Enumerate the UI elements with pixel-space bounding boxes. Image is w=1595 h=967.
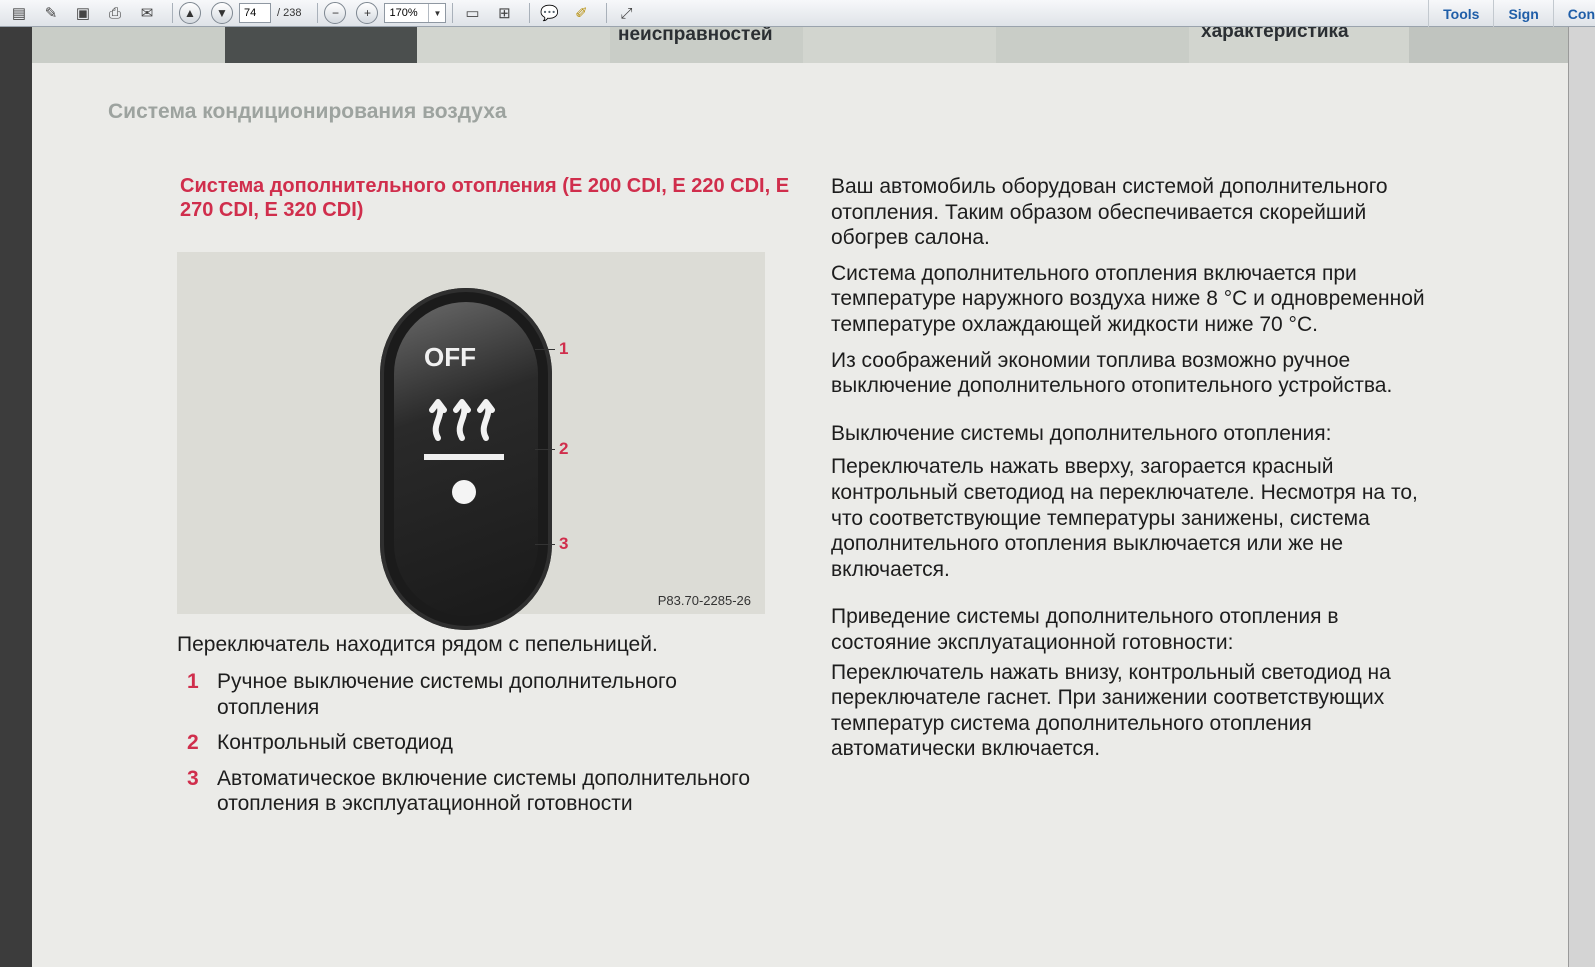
callout-1: 1 <box>559 339 569 358</box>
expand-icon[interactable]: ⤢ <box>620 4 633 22</box>
callout-3: 3 <box>559 534 569 553</box>
comment-icon[interactable]: 💬 <box>540 5 559 22</box>
tab-section-1 <box>32 27 225 63</box>
toolbar-divider <box>317 3 318 23</box>
tab-label: характеристика <box>1201 27 1349 42</box>
toolbar-divider <box>529 3 530 23</box>
tab-section-4 <box>610 27 803 63</box>
section-title: Система дополнительного отопления (E 200 CDI, E 220 CDI, E 270 CDI, E 320 CDI) <box>180 175 790 221</box>
tab-section-7 <box>1189 27 1409 63</box>
tools-button[interactable]: Tools <box>1428 0 1493 27</box>
switch-figure <box>177 252 765 614</box>
zoom-in-button[interactable]: + <box>356 2 378 24</box>
page-number-input[interactable]: 74 <box>239 3 271 23</box>
pdf-page <box>32 27 1568 967</box>
figure-legend <box>177 669 777 827</box>
switch-face <box>394 302 538 616</box>
document-viewport[interactable] <box>0 27 1595 967</box>
next-page-button[interactable]: ▼ <box>211 2 233 24</box>
tab-section-3 <box>417 27 610 63</box>
callout-line-2 <box>535 449 555 450</box>
legend-item <box>177 669 777 720</box>
toolbar-divider <box>172 3 173 23</box>
tab-label: неисправностей <box>618 27 773 45</box>
legend-item <box>177 766 777 817</box>
led-indicator <box>452 480 476 504</box>
sign-button[interactable]: Sign <box>1493 0 1552 27</box>
heat-waves-icon <box>420 372 510 452</box>
legend-item <box>177 730 777 756</box>
edit-pdf-icon[interactable]: ✎ <box>44 5 58 22</box>
page-total-label: / 238 <box>277 7 302 19</box>
section-header: Система кондиционирования воздуха <box>108 100 507 123</box>
create-pdf-icon[interactable]: ▤ <box>11 5 27 22</box>
figure-caption: Переключатель находится рядом с пепельницей. <box>177 633 658 656</box>
paragraph: Из соображений экономии топлива возможно ручное выключение дополнительного отопительного устройства. <box>831 348 1393 398</box>
zoom-select[interactable] <box>384 3 446 23</box>
callout-2: 2 <box>559 439 569 458</box>
zoom-out-button[interactable]: − <box>324 2 346 24</box>
tab-section-2-active <box>225 27 417 63</box>
right-column <box>831 174 1441 772</box>
paragraph: Переключатель нажать вверху, загорается красный контрольный светодиод на переключателе. Несмотря на то, что соответствующие температуры занижены, система дополнительного отопления выключается или же не включается. <box>831 455 1418 581</box>
paragraph: Переключатель нажать внизу, контрольный светодиод на переключателе гаснет. При занижении соответствующих температур система дополнительного отопления автоматически включается. <box>831 660 1391 761</box>
tab-section-5 <box>803 27 996 63</box>
manual-tabs <box>32 27 1568 63</box>
heater-switch <box>380 288 552 630</box>
fit-page-icon[interactable]: ▭ <box>465 5 480 22</box>
figure-code: P83.70-2285-26 <box>657 593 751 608</box>
previous-page-button[interactable]: ▲ <box>179 2 201 24</box>
switch-bar <box>424 454 504 460</box>
legend-number: 3 <box>187 766 199 790</box>
legend-text: Ручное выключение системы дополнительного отопления <box>217 670 677 719</box>
callout-line-3 <box>535 544 555 545</box>
acrobat-toolbar <box>0 0 1595 27</box>
callout-line-1 <box>535 349 555 350</box>
legend-number: 1 <box>187 670 199 693</box>
print-icon[interactable]: ⎙ <box>108 4 121 22</box>
legend-text: Автоматическое включение системы дополнительного отопления в эксплуатационной готовности <box>217 766 751 816</box>
save-icon[interactable]: ▣ <box>75 5 91 22</box>
instruction-heading: Приведение системы дополнительного отопления в состояние эксплуатационной готовности: <box>831 605 1339 654</box>
paragraph: Ваш автомобиль оборудован системой дополнительного отопления. Таким образом обеспечивается скорейший обогрев салона. <box>831 175 1388 250</box>
comment-button[interactable]: Con <box>1553 0 1595 27</box>
legend-text: Контрольный светодиод <box>217 731 453 755</box>
vertical-scrollbar[interactable] <box>1568 27 1595 967</box>
tab-section-6 <box>996 27 1189 63</box>
chevron-down-icon[interactable]: ▼ <box>428 4 445 22</box>
toolbar-right <box>1428 0 1595 27</box>
switch-off-label: OFF <box>424 342 476 372</box>
highlight-icon[interactable]: ✐ <box>575 5 588 22</box>
legend-number: 2 <box>187 731 199 755</box>
toolbar-divider <box>606 3 607 23</box>
email-icon[interactable]: ✉ <box>140 5 154 22</box>
tab-section-8 <box>1409 27 1568 63</box>
zoom-value: 170% <box>389 7 418 19</box>
toolbar-divider <box>452 3 453 23</box>
paragraph: Система дополнительного отопления включается при температуре наружного воздуха ниже 8 °С и одновременной температуре охлаждающей жидкости ниже 70 °С. <box>831 261 1425 336</box>
instruction-heading: Выключение системы дополнительного отопления: <box>831 421 1332 445</box>
fit-width-icon[interactable]: ⊞ <box>498 5 511 22</box>
